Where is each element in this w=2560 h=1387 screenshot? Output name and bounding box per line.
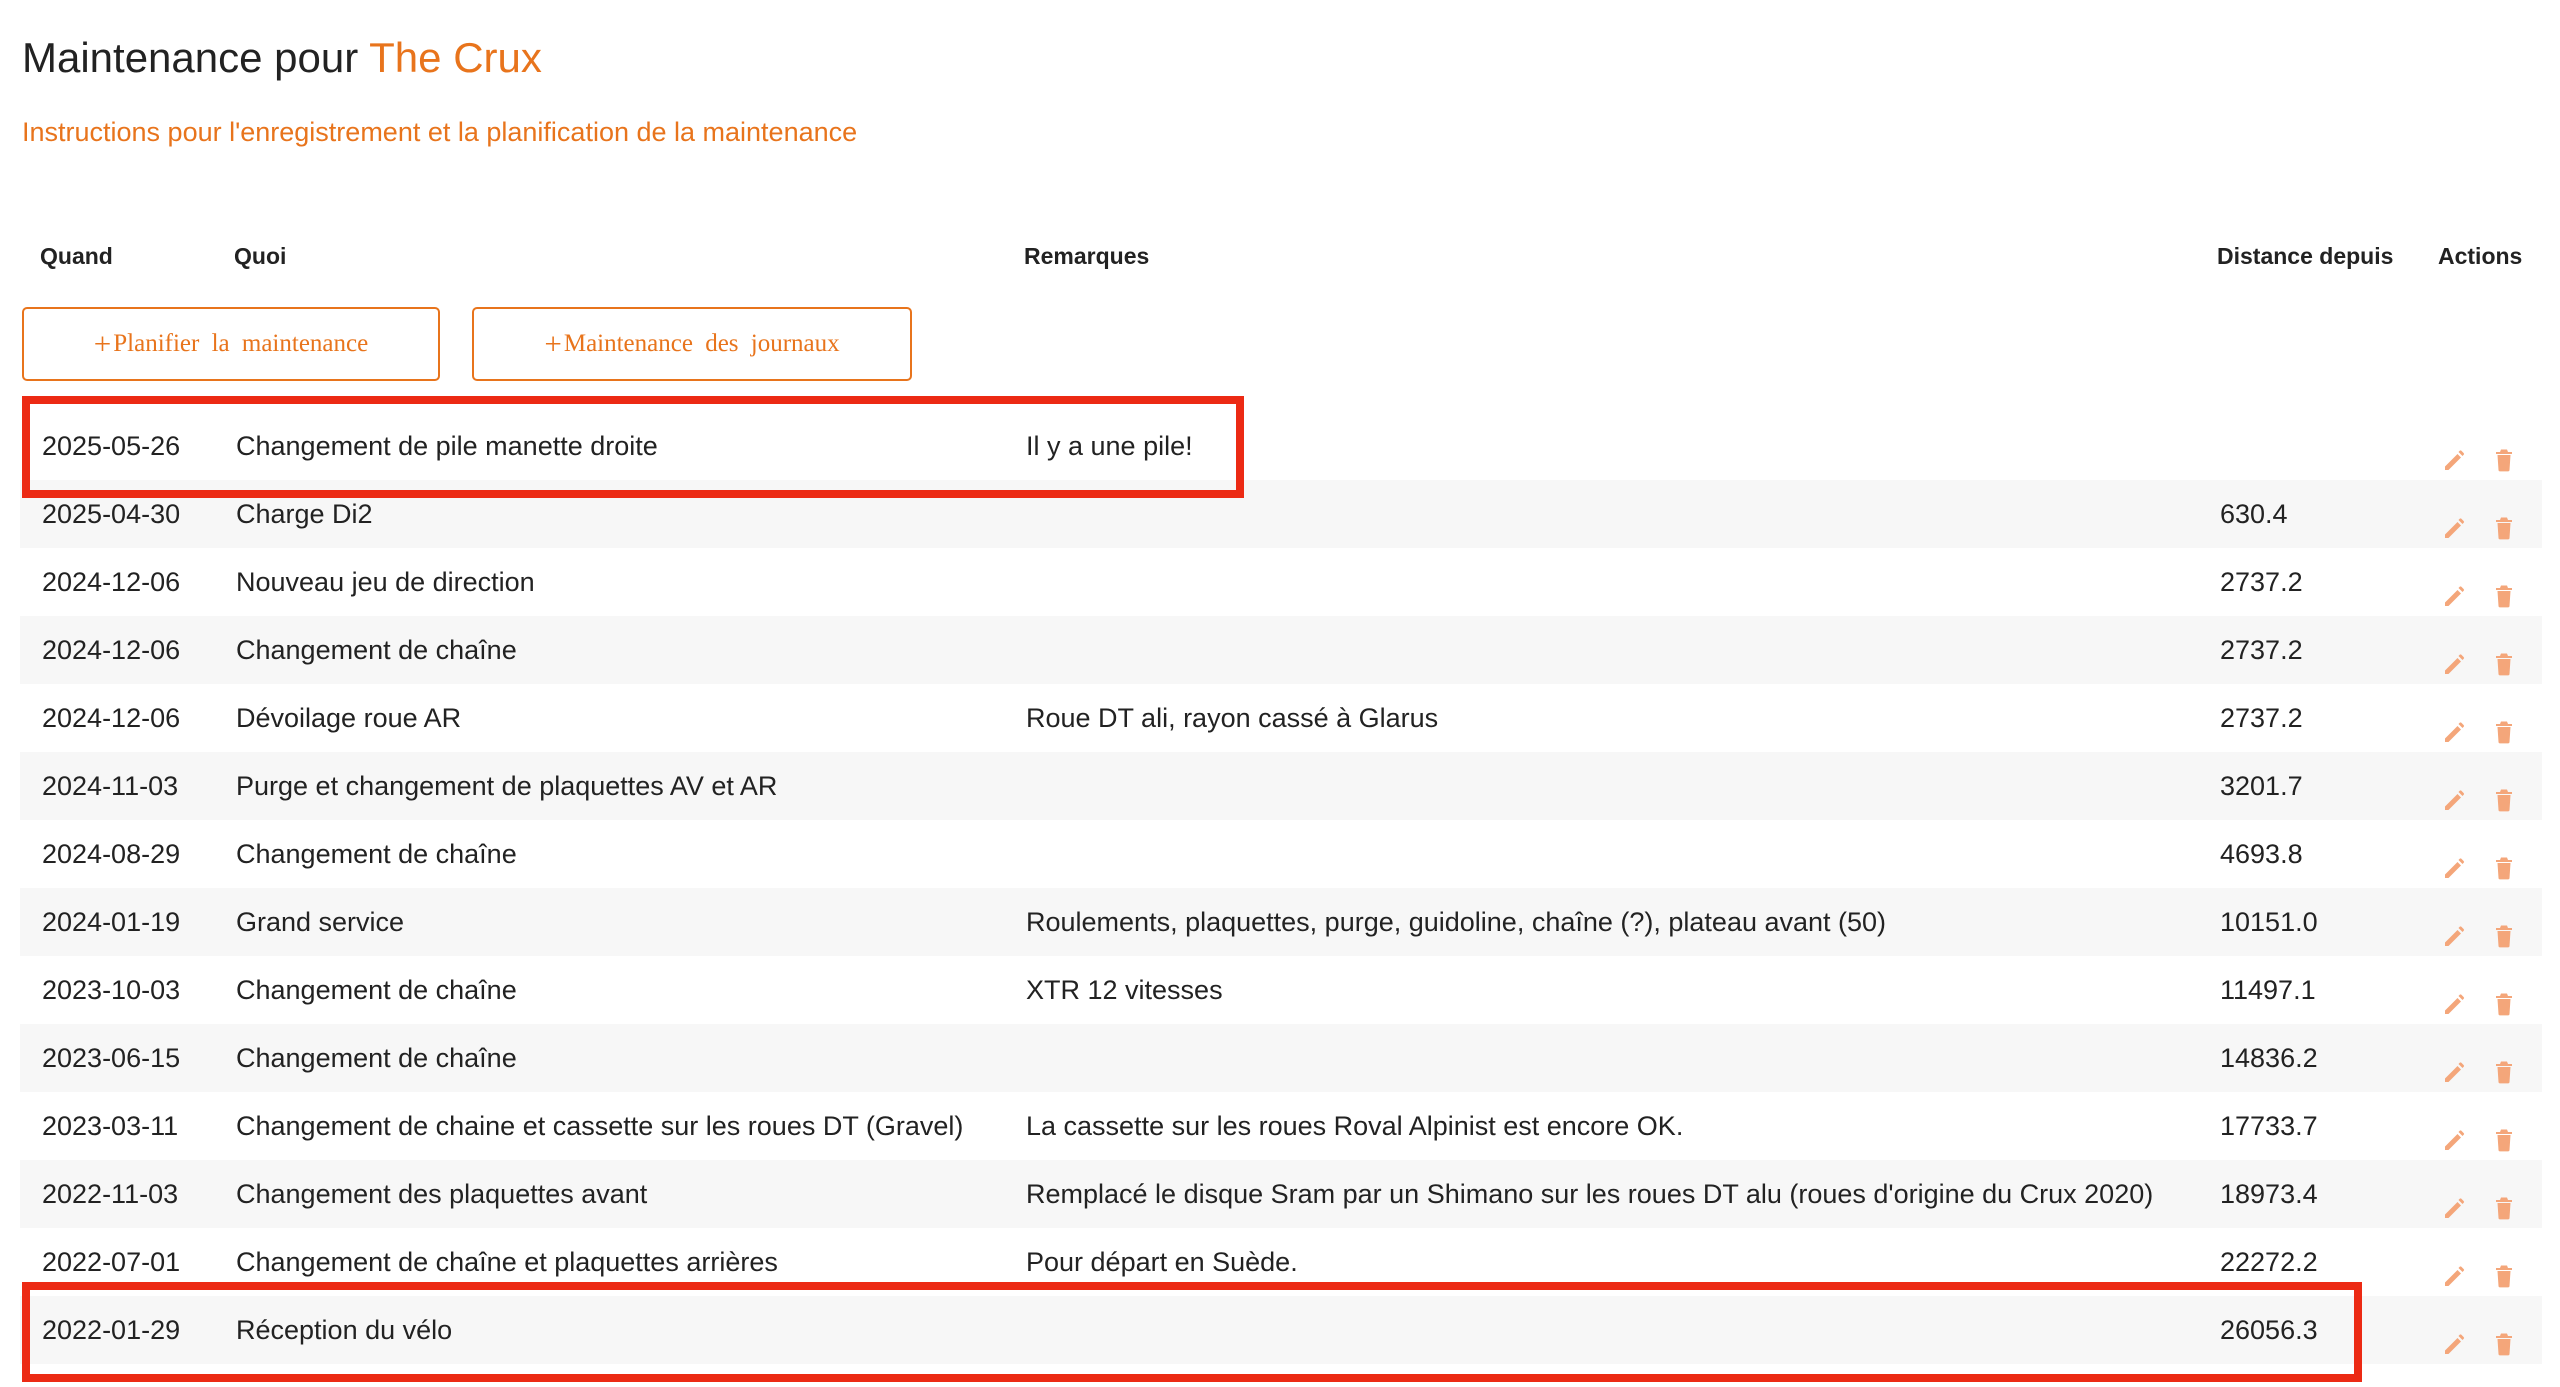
cell-remarks: La cassette sur les roues Roval Alpinist est encore OK. (1026, 1111, 1684, 1141)
log-maintenance-label: Maintenance des journaux (563, 330, 840, 357)
cell-distance: 4693.8 (2220, 839, 2303, 869)
cell-what: Changement de chaîne (236, 975, 517, 1005)
column-header-when[interactable]: Quand (40, 243, 113, 269)
trash-icon[interactable] (2488, 568, 2520, 600)
column-header-what[interactable]: Quoi (234, 243, 287, 269)
cell-what: Changement de chaine et cassette sur les roues DT (Gravel) (236, 1111, 964, 1141)
cell-date: 2024-12-06 (42, 703, 181, 733)
trash-icon[interactable] (2488, 772, 2520, 804)
cell-remarks: Il y a une pile! (1026, 431, 1193, 461)
cell-distance: 630.4 (2220, 499, 2288, 529)
table-row (20, 820, 2542, 888)
cell-date: 2024-12-06 (42, 567, 181, 597)
pencil-icon[interactable] (2440, 1248, 2472, 1280)
table-row (20, 752, 2542, 820)
plus-icon: + (93, 326, 112, 361)
plus-icon: + (544, 326, 562, 361)
cell-what: Changement de chaîne (236, 635, 517, 665)
title-prefix: Maintenance pour (22, 34, 359, 81)
cell-what: Charge Di2 (236, 499, 373, 529)
cell-what: Changement des plaquettes avant (236, 1179, 648, 1209)
cell-date: 2023-06-15 (42, 1043, 181, 1073)
cell-what: Changement de chaîne (236, 839, 517, 869)
column-header-actions: Actions (2438, 243, 2523, 269)
trash-icon[interactable] (2488, 500, 2520, 532)
cell-remarks: Remplacé le disque Sram par un Shimano sur les roues DT alu (roues d'origine du Crux 2020) (1026, 1179, 2154, 1209)
bike-name: The Crux (369, 34, 542, 81)
cell-date: 2024-08-29 (42, 839, 181, 869)
pencil-icon[interactable] (2440, 568, 2472, 600)
pencil-icon[interactable] (2440, 976, 2472, 1008)
cell-what: Réception du vélo (236, 1315, 453, 1345)
table-row (20, 480, 2542, 548)
table-row (20, 956, 2542, 1024)
plan-maintenance-label: Planifier la maintenance (113, 330, 369, 357)
cell-what: Changement de chaîne et plaquettes arrières (236, 1247, 778, 1277)
table-row (20, 548, 2542, 616)
log-maintenance-button[interactable] (472, 307, 912, 381)
pencil-icon[interactable] (2440, 772, 2472, 804)
column-header-remarks[interactable]: Remarques (1024, 243, 1150, 269)
cell-distance: 10151.0 (2220, 907, 2318, 937)
cell-what: Nouveau jeu de direction (236, 567, 535, 597)
table-row (20, 888, 2542, 956)
cell-distance: 2737.2 (2220, 703, 2303, 733)
cell-what: Purge et changement de plaquettes AV et AR (236, 771, 778, 801)
trash-icon[interactable] (2488, 1316, 2520, 1348)
cell-distance: 18973.4 (2220, 1179, 2318, 1209)
cell-distance: 11497.1 (2220, 975, 2316, 1005)
maintenance-table (20, 412, 2542, 1364)
table-row (20, 684, 2542, 752)
pencil-icon[interactable] (2440, 636, 2472, 668)
pencil-icon[interactable] (2440, 908, 2472, 940)
cell-what: Changement de chaîne (236, 1043, 517, 1073)
cell-distance: 2737.2 (2220, 567, 2303, 597)
table-row (20, 1296, 2542, 1364)
trash-icon[interactable] (2488, 432, 2520, 464)
pencil-icon[interactable] (2440, 704, 2472, 736)
cell-distance: 3201.7 (2220, 771, 2303, 801)
cell-date: 2022-11-03 (42, 1179, 179, 1209)
trash-icon[interactable] (2488, 908, 2520, 940)
cell-remarks: Roue DT ali, rayon cassé à Glarus (1026, 703, 1439, 733)
pencil-icon[interactable] (2440, 432, 2472, 464)
cell-date: 2023-03-11 (42, 1111, 179, 1141)
table-row (20, 616, 2542, 684)
cell-date: 2022-01-29 (42, 1315, 181, 1345)
cell-date: 2025-04-30 (42, 499, 181, 529)
pencil-icon[interactable] (2440, 1180, 2472, 1212)
cell-distance: 2737.2 (2220, 635, 2303, 665)
trash-icon[interactable] (2488, 704, 2520, 736)
cell-distance: 14836.2 (2220, 1043, 2318, 1073)
trash-icon[interactable] (2488, 1112, 2520, 1144)
trash-icon[interactable] (2488, 1044, 2520, 1076)
cell-remarks: Pour départ en Suède. (1026, 1247, 1298, 1277)
pencil-icon[interactable] (2440, 840, 2472, 872)
page-title (22, 28, 542, 88)
pencil-icon[interactable] (2440, 1112, 2472, 1144)
cell-what: Dévoilage roue AR (236, 703, 462, 733)
cell-distance: 26056.3 (2220, 1315, 2318, 1345)
cell-date: 2024-12-06 (42, 635, 181, 665)
pencil-icon[interactable] (2440, 1044, 2472, 1076)
table-row (20, 1228, 2542, 1296)
pencil-icon[interactable] (2440, 500, 2472, 532)
cell-date: 2022-07-01 (42, 1247, 181, 1277)
cell-date: 2024-11-03 (42, 771, 179, 801)
cell-what: Changement de pile manette droite (236, 431, 658, 461)
cell-date: 2024-01-19 (42, 907, 181, 937)
cell-date: 2023-10-03 (42, 975, 181, 1005)
table-row (20, 1092, 2542, 1160)
trash-icon[interactable] (2488, 976, 2520, 1008)
plan-maintenance-button[interactable] (22, 307, 440, 381)
trash-icon[interactable] (2488, 840, 2520, 872)
cell-what: Grand service (236, 907, 405, 937)
column-header-distance[interactable]: Distance depuis (2217, 243, 2394, 269)
cell-distance: 22272.2 (2220, 1247, 2318, 1277)
cell-remarks: Roulements, plaquettes, purge, guidoline, chaîne (?), plateau avant (50) (1026, 907, 1887, 937)
cell-remarks: XTR 12 vitesses (1026, 975, 1223, 1005)
table-row (20, 412, 2542, 480)
table-row (20, 1160, 2542, 1228)
table-row (20, 1024, 2542, 1092)
instructions-link[interactable]: Instructions pour l'enregistrement et la planification de la maintenance (22, 117, 858, 147)
cell-date: 2025-05-26 (42, 431, 181, 461)
trash-icon[interactable] (2488, 1248, 2520, 1280)
pencil-icon[interactable] (2440, 1316, 2472, 1348)
trash-icon[interactable] (2488, 1180, 2520, 1212)
trash-icon[interactable] (2488, 636, 2520, 668)
cell-distance: 17733.7 (2220, 1111, 2318, 1141)
